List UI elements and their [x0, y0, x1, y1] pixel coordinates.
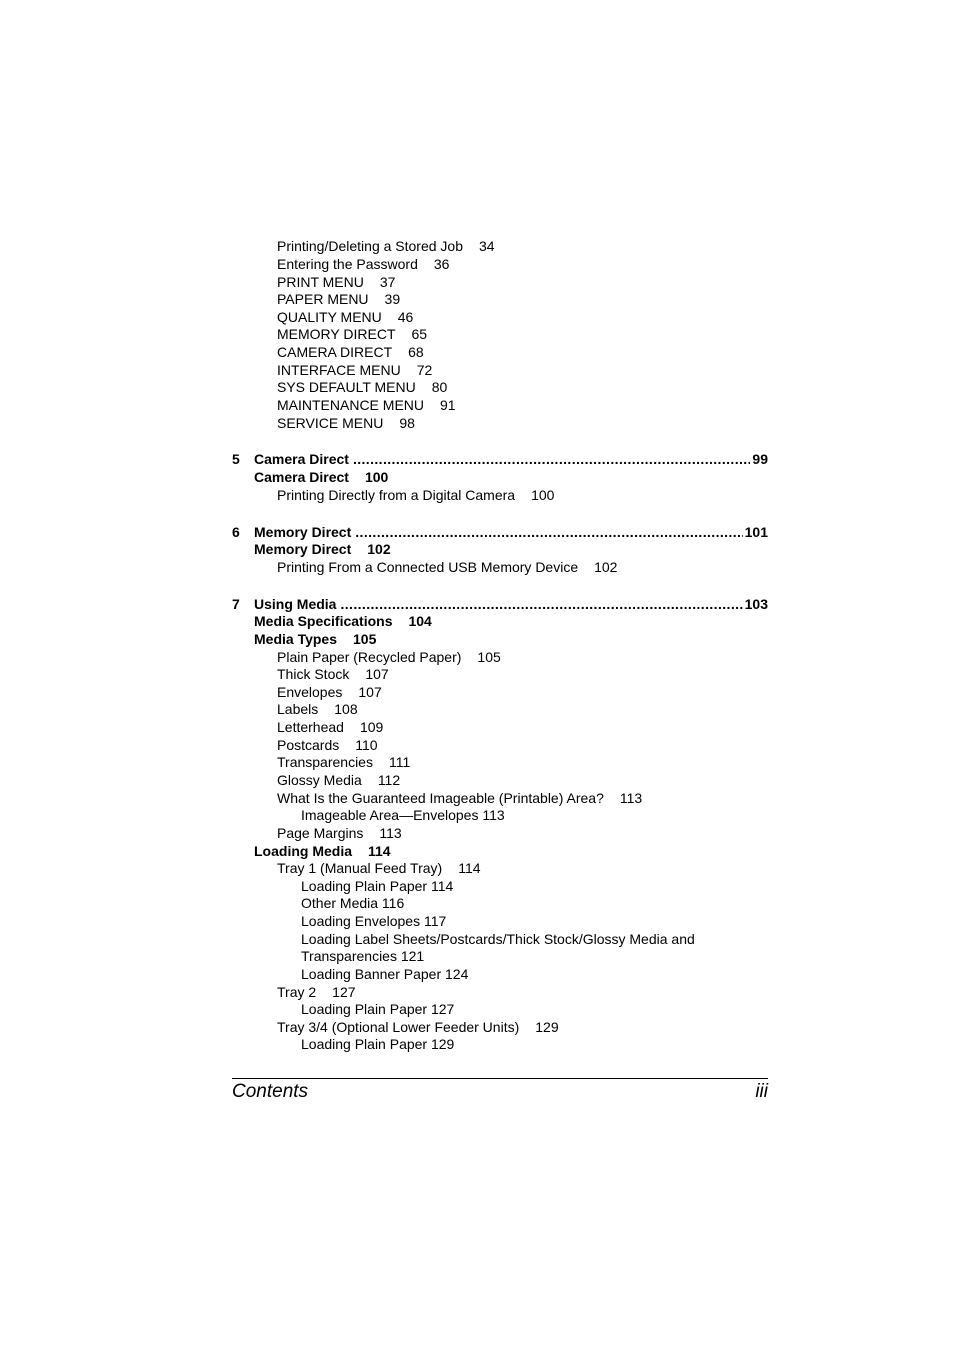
toc-entry: Tray 2 127: [277, 984, 356, 1000]
toc-section: Media Types 105: [254, 631, 377, 647]
toc-entry: Tray 3/4 (Optional Lower Feeder Units) 129: [277, 1019, 559, 1035]
chapter-page: 101: [744, 524, 768, 540]
chapter-title: Using Media: [254, 596, 337, 612]
toc-subentry: Loading Plain Paper 127: [301, 1001, 455, 1017]
toc-entry: Page Margins 113: [277, 825, 402, 841]
dot-leader: [340, 596, 742, 613]
toc-entry: Printing/Deleting a Stored Job 34: [277, 238, 495, 254]
toc-entry: INTERFACE MENU 72: [277, 362, 433, 378]
toc-entry: Letterhead 109: [277, 719, 384, 735]
dot-leader: [355, 524, 742, 541]
toc-entry: PRINT MENU 37: [277, 274, 396, 290]
chapter-number: 6: [232, 524, 240, 540]
toc-subentry: Other Media 116: [301, 895, 405, 911]
toc-entry: Printing From a Connected USB Memory Device 102: [277, 559, 618, 575]
dot-leader: [353, 451, 750, 468]
toc-entry: Thick Stock 107: [277, 666, 389, 682]
toc-entry: Plain Paper (Recycled Paper) 105: [277, 649, 501, 665]
chapter-number: 7: [232, 596, 240, 612]
toc-subentry: Loading Plain Paper 114: [301, 878, 454, 894]
toc-entry: QUALITY MENU 46: [277, 309, 414, 325]
toc-section: Loading Media 114: [254, 843, 391, 859]
footer-page-number: iii: [755, 1081, 768, 1102]
toc-subentry: Loading Plain Paper 129: [301, 1036, 455, 1052]
toc-entry: Envelopes 107: [277, 684, 382, 700]
toc-subentry: Loading Label Sheets/Postcards/Thick Stock/Glossy Media and: [301, 931, 695, 947]
chapter-heading: [232, 451, 768, 468]
toc-entry: SYS DEFAULT MENU 80: [277, 379, 448, 395]
toc-subentry: Imageable Area—Envelopes 113: [301, 807, 505, 823]
toc-entry: Labels 108: [277, 701, 358, 717]
chapter-heading: [232, 524, 768, 541]
toc-entry: Glossy Media 112: [277, 772, 401, 788]
chapter-title: Camera Direct: [254, 451, 349, 467]
footer-rule: [232, 1078, 768, 1079]
toc-entry: CAMERA DIRECT 68: [277, 344, 424, 360]
toc-entry: Tray 1 (Manual Feed Tray) 114: [277, 860, 481, 876]
chapter-page: 99: [752, 451, 768, 467]
toc-entry: Transparencies 111: [277, 754, 411, 770]
toc-entry: What Is the Guaranteed Imageable (Printable) Area? 113: [277, 790, 643, 806]
toc-entry: MAINTENANCE MENU 91: [277, 397, 456, 413]
footer-title: Contents: [232, 1081, 309, 1102]
toc-section: Camera Direct 100: [254, 469, 389, 485]
chapter-page: 103: [744, 596, 768, 612]
toc-subentry: Loading Envelopes 117: [301, 913, 447, 929]
toc-entry: Printing Directly from a Digital Camera 100: [277, 487, 555, 503]
toc-section: Memory Direct 102: [254, 541, 391, 557]
chapter-number: 5: [232, 451, 240, 467]
toc-subentry: Loading Banner Paper 124: [301, 966, 469, 982]
toc-entry: PAPER MENU 39: [277, 291, 401, 307]
toc-entry: Entering the Password 36: [277, 256, 450, 272]
toc-section: Media Specifications 104: [254, 613, 432, 629]
chapter-title: Memory Direct: [254, 524, 352, 540]
toc-entry: Postcards 110: [277, 737, 378, 753]
toc-subentry: Transparencies 121: [301, 948, 425, 964]
chapter-heading: [232, 596, 768, 613]
toc-entry: MEMORY DIRECT 65: [277, 326, 428, 342]
toc-entry: SERVICE MENU 98: [277, 415, 415, 431]
